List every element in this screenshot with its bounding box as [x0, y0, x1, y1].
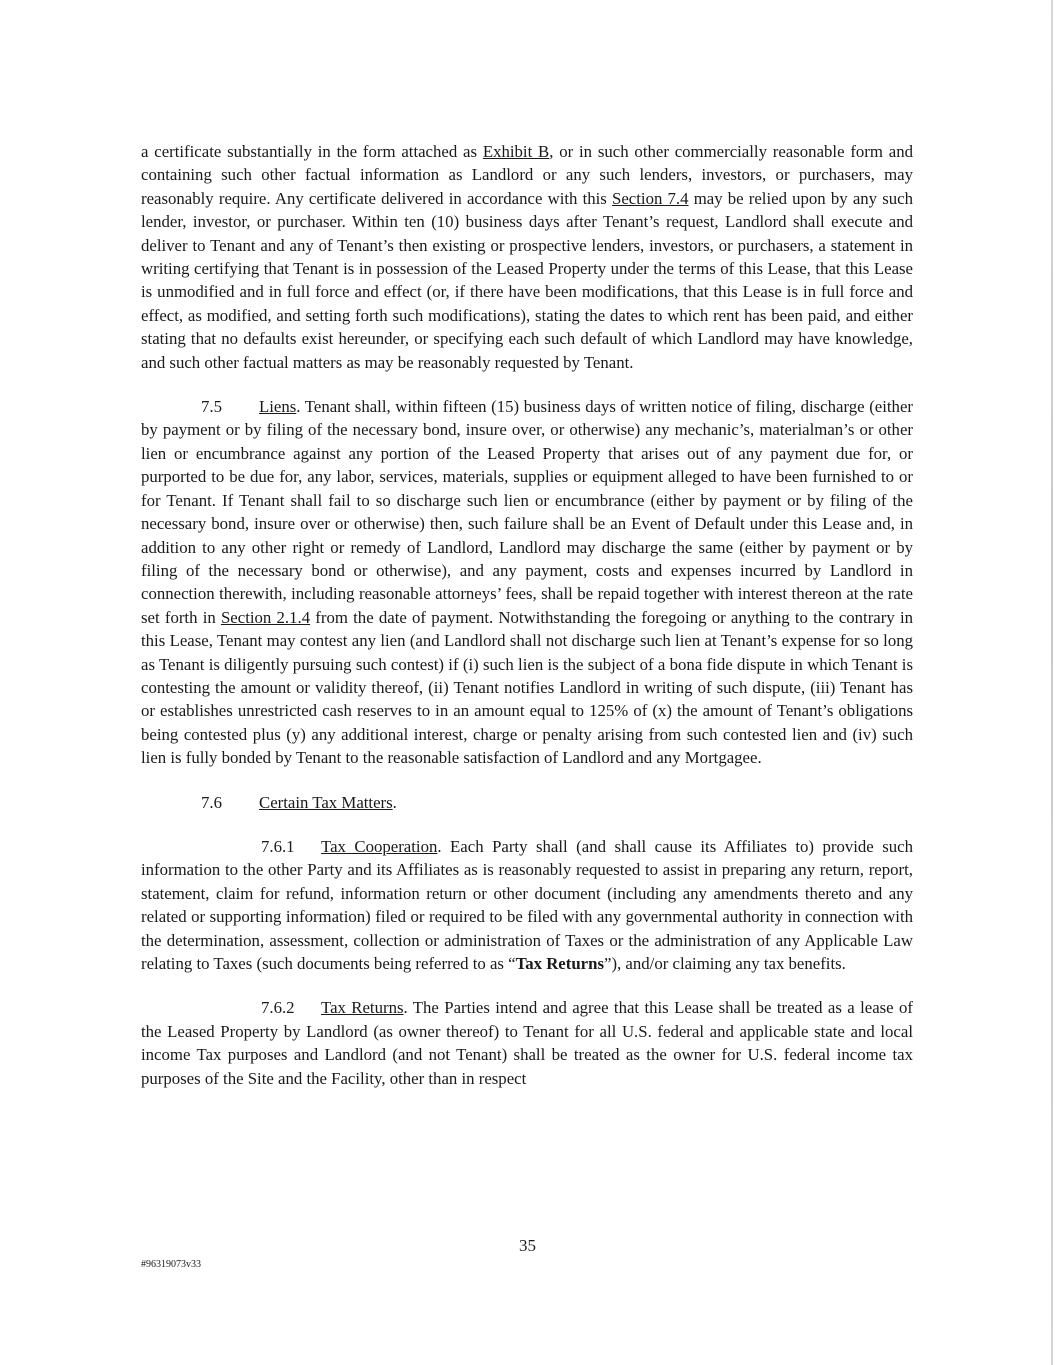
page-edge-shadow	[1051, 0, 1053, 1365]
section-7-4-ref: Section 7.4	[612, 188, 689, 208]
paragraph-certificate: a certificate substantially in the form attached as Exhibit B, or in such other commercially reasonable form and containing such other factual information as Landlord or any such lenders, investors, or purchasers, may reasonably require. Any certificate delivered in accordance with this Section 7.4 may be relied upon by any such lender, investor, or purchaser. Within ten (10) business days after Tenant’s request, Landlord shall execute and deliver to Tenant and any of Tenant’s then existing or prospective lenders, investors, or purchasers, a statement in writing certifying that Tenant is in possession of the Leased Property under the terms of this Lease, that this Lease is unmodified and in full force and effect (or, if there have been modifications, that this Lease is in full force and effect, as modified, and setting forth such modifications), stating the dates to which rent has been paid, and either stating that no defaults exist hereunder, or specifying each such default of which Landlord may have knowledge, and such other factual matters as may be reasonably requested by Tenant.	[141, 142, 913, 372]
section-2-1-4-ref: Section 2.1.4	[220, 607, 311, 627]
section-heading: Certain Tax Matters	[259, 792, 393, 812]
section-heading: Liens	[259, 397, 297, 417]
section-7-6-2-tax-returns: 7.6.2 Tax Returns. The Parties intend and agree that this Lease shall be treated as a lease of the Leased Property by Landlord (as owner thereof) to Tenant for all U.S. federal and applicable state and local income Tax purposes and Landlord (and not Tenant) shall be treated as the owner for U.S. federal income tax purposes of the Site and the Facility, other than in respect	[141, 998, 913, 1088]
exhibit-b-link: Exhibit B	[482, 142, 550, 161]
section-number: 7.5	[201, 397, 222, 417]
defined-term: Tax Returns	[515, 954, 604, 973]
section-7-6-heading: 7.6 Certain Tax Matters.	[141, 791, 913, 814]
section-7-5-liens: 7.5 Liens. Tenant shall, within fifteen (15) business days of written notice of filing, discharge (either by payment or by filing of the necessary bond, insure over, or otherwise) any mechanic’s, materialman’s or other lien or encumbrance against any portion of the Leased Property that arises out of any payment due for, or purported to be due for, any labor, services, materials, supplies or equipment alleged to have been furnished to or for Tenant. If Tenant shall fail to so discharge such lien or encumbrance (either by payment or by filing of the necessary bond, insure over or otherwise) then, such failure shall be an Event of Default under this Lease and, in addition to any other right or remedy of Landlord, Landlord may discharge the same (either by payment or by filing of the necessary bond or otherwise), and any payment, costs and expenses incurred by Landlord in connection therewith, including reasonable attorneys’ fees, shall be repaid together with interest thereon at the rate set forth in Section 2.1.4 from the date of payment. Notwithstanding the foregoing or anything to the contrary in this Lease, Tenant may contest any lien (and Landlord shall not discharge such lien at Tenant’s expense for so long as Tenant is diligently pursuing such contest) if (i) such lien is the subject of a bona fide dispute in which Tenant is contesting the amount or validity thereof, (ii) Tenant notifies Landlord in writing of such dispute, (iii) Tenant has or establishes unrestricted cash reserves to in an amount equal to 125% of (x) the amount of Tenant’s obligations being contested plus (y) any additional interest, charge or penalty arising from such contested lien and (iv) such lien is fully bonded by Tenant to the reasonable satisfaction of Landlord and any Mortgagee.	[141, 397, 913, 768]
page-number: 35	[519, 1236, 536, 1255]
document-id: #96319073v33	[141, 1259, 201, 1270]
section-number: 7.6.1	[261, 836, 295, 856]
section-number: 7.6	[201, 792, 222, 812]
section-heading: Tax Returns	[321, 998, 404, 1018]
page-body	[141, 140, 913, 1090]
section-7-6-1-tax-cooperation: 7.6.1 Tax Cooperation. Each Party shall (and shall cause its Affiliates to) provide such information to the other Party and its Affiliates as is reasonably requested to assist in preparing any return, report, statement, claim for refund, information return or other document (including any amendments thereto and any related or supporting information) filed or required to be filed with any governmental authority in connection with the determination, assessment, collection or administration of Taxes or the administration of any Applicable Law relating to Taxes (such documents being referred to as “Tax Returns”), and/or claiming any tax benefits.	[141, 836, 913, 973]
section-heading: Tax Cooperation	[321, 836, 438, 856]
section-number: 7.6.2	[261, 998, 295, 1018]
